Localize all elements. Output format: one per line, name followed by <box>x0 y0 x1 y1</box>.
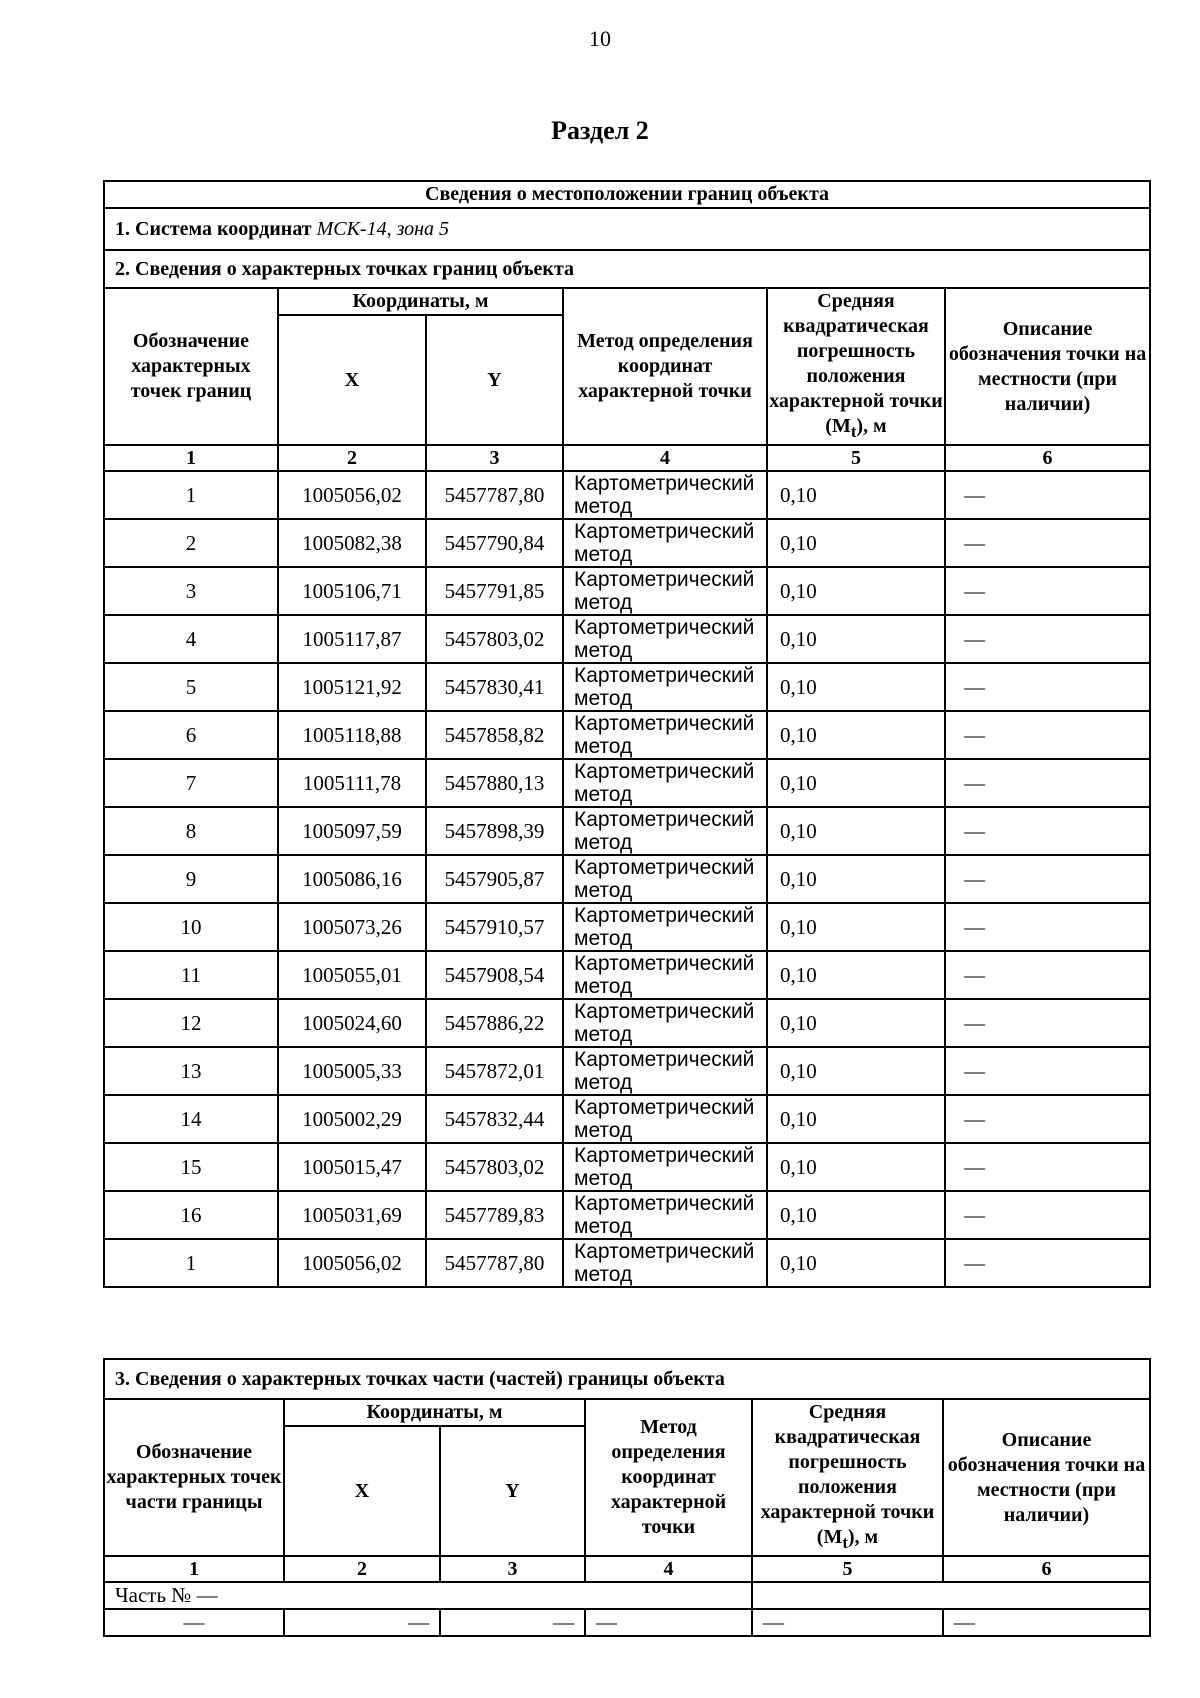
point-id-cell: 12 <box>104 999 278 1047</box>
coord-x-cell: 1005086,16 <box>278 855 426 903</box>
coord-x-cell: 1005002,29 <box>278 1095 426 1143</box>
description-cell: — <box>945 1095 1150 1143</box>
coord-y-cell: 5457803,02 <box>426 615 563 663</box>
part-col-number: 4 <box>585 1556 752 1582</box>
accuracy-cell: 0,10 <box>767 855 945 903</box>
method-cell: Картометрический метод <box>563 855 767 903</box>
method-cell: Картометрический метод <box>563 1047 767 1095</box>
description-cell: — <box>945 615 1150 663</box>
part-label: Часть № — <box>104 1582 752 1609</box>
part-header-x: X <box>284 1426 440 1556</box>
part-col-number: 6 <box>943 1556 1150 1582</box>
part-section-title: 3. Сведения о характерных точках части (частей) границы объекта <box>104 1359 1150 1399</box>
part-header-coords: Координаты, м <box>284 1399 585 1426</box>
table-row <box>104 1143 1150 1191</box>
part-empty-desc: — <box>943 1609 1150 1636</box>
header-accuracy-sub: t <box>850 422 857 441</box>
coord-x-cell: 1005082,38 <box>278 519 426 567</box>
col-number: 6 <box>945 445 1150 471</box>
table-row <box>104 999 1150 1047</box>
point-id-cell: 7 <box>104 759 278 807</box>
table-row <box>104 615 1150 663</box>
coord-x-cell: 1005055,01 <box>278 951 426 999</box>
description-cell: — <box>945 663 1150 711</box>
method-cell: Картометрический метод <box>563 807 767 855</box>
coord-y-cell: 5457910,57 <box>426 903 563 951</box>
method-cell: Картометрический метод <box>563 1143 767 1191</box>
coord-y-cell: 5457858,82 <box>426 711 563 759</box>
description-cell: — <box>945 1191 1150 1239</box>
description-cell: — <box>945 1047 1150 1095</box>
part-boundary-table <box>103 1358 1151 1637</box>
accuracy-cell: 0,10 <box>767 567 945 615</box>
description-cell: — <box>945 999 1150 1047</box>
header-accuracy <box>767 288 945 445</box>
coord-x-cell: 1005121,92 <box>278 663 426 711</box>
coord-y-cell: 5457790,84 <box>426 519 563 567</box>
table-row <box>104 711 1150 759</box>
accuracy-cell: 0,10 <box>767 807 945 855</box>
point-id-cell: 4 <box>104 615 278 663</box>
point-id-cell: 10 <box>104 903 278 951</box>
coord-x-cell: 1005024,60 <box>278 999 426 1047</box>
coord-x-cell: 1005031,69 <box>278 1191 426 1239</box>
coord-x-cell: 1005118,88 <box>278 711 426 759</box>
col-number: 4 <box>563 445 767 471</box>
coord-y-cell: 5457789,83 <box>426 1191 563 1239</box>
header-description: Описание обозначения точки на местности (при наличии) <box>945 288 1150 445</box>
method-cell: Картометрический метод <box>563 711 767 759</box>
table-title: Сведения о местоположении границ объекта <box>104 181 1150 208</box>
part-empty-method: — <box>585 1609 752 1636</box>
col-number: 2 <box>278 445 426 471</box>
point-id-cell: 3 <box>104 567 278 615</box>
part-header-accuracy-unit: ), м <box>847 1526 879 1548</box>
part-empty-accuracy: — <box>752 1609 943 1636</box>
accuracy-cell: 0,10 <box>767 471 945 519</box>
table-row <box>104 759 1150 807</box>
coord-y-cell: 5457787,80 <box>426 1239 563 1287</box>
table-row <box>104 903 1150 951</box>
part-empty-id: — <box>104 1609 284 1636</box>
coord-x-cell: 1005111,78 <box>278 759 426 807</box>
col-number: 3 <box>426 445 563 471</box>
point-id-cell: 2 <box>104 519 278 567</box>
method-cell: Картометрический метод <box>563 1191 767 1239</box>
method-cell: Картометрический метод <box>563 1239 767 1287</box>
part-label-empty <box>752 1582 1150 1609</box>
coord-y-cell: 5457791,85 <box>426 567 563 615</box>
table-row <box>104 519 1150 567</box>
description-cell: — <box>945 951 1150 999</box>
description-cell: — <box>945 1143 1150 1191</box>
point-id-cell: 15 <box>104 1143 278 1191</box>
method-cell: Картометрический метод <box>563 759 767 807</box>
description-cell: — <box>945 711 1150 759</box>
coord-y-cell: 5457803,02 <box>426 1143 563 1191</box>
points-section-title: 2. Сведения о характерных точках границ объекта <box>104 250 1150 288</box>
part-empty-y: — <box>440 1609 585 1636</box>
part-empty-x: — <box>284 1609 440 1636</box>
table-row <box>104 663 1150 711</box>
header-accuracy-unit: ), м <box>856 415 887 437</box>
accuracy-cell: 0,10 <box>767 951 945 999</box>
accuracy-cell: 0,10 <box>767 1143 945 1191</box>
accuracy-cell: 0,10 <box>767 663 945 711</box>
part-col-number: 2 <box>284 1556 440 1582</box>
coord-y-cell: 5457880,13 <box>426 759 563 807</box>
coord-x-cell: 1005117,87 <box>278 615 426 663</box>
col-number: 5 <box>767 445 945 471</box>
coord-y-cell: 5457872,01 <box>426 1047 563 1095</box>
description-cell: — <box>945 855 1150 903</box>
coord-y-cell: 5457886,22 <box>426 999 563 1047</box>
page-number: 10 <box>589 26 611 51</box>
accuracy-cell: 0,10 <box>767 1047 945 1095</box>
method-cell: Картометрический метод <box>563 471 767 519</box>
point-id-cell: 5 <box>104 663 278 711</box>
point-id-cell: 16 <box>104 1191 278 1239</box>
col-number: 1 <box>104 445 278 471</box>
point-id-cell: 6 <box>104 711 278 759</box>
point-id-cell: 1 <box>104 471 278 519</box>
part-header-description: Описание обозначения точки на местности (при наличии) <box>943 1399 1150 1556</box>
coord-x-cell: 1005073,26 <box>278 903 426 951</box>
method-cell: Картометрический метод <box>563 663 767 711</box>
method-cell: Картометрический метод <box>563 615 767 663</box>
accuracy-cell: 0,10 <box>767 903 945 951</box>
table-row <box>104 1095 1150 1143</box>
coord-y-cell: 5457908,54 <box>426 951 563 999</box>
coord-system-row <box>104 208 1150 250</box>
coord-y-cell: 5457905,87 <box>426 855 563 903</box>
description-cell: — <box>945 759 1150 807</box>
header-coords: Координаты, м <box>278 288 563 315</box>
method-cell: Картометрический метод <box>563 951 767 999</box>
method-cell: Картометрический метод <box>563 903 767 951</box>
table-row <box>104 1047 1150 1095</box>
coord-x-cell: 1005056,02 <box>278 471 426 519</box>
part-header-accuracy-text: Средняя квадратическая погрешность положения характерной точки (M <box>760 1401 935 1548</box>
coord-x-cell: 1005005,33 <box>278 1047 426 1095</box>
table-row <box>104 1239 1150 1287</box>
accuracy-cell: 0,10 <box>767 711 945 759</box>
coord-system-label: 1. Система координат <box>115 217 312 240</box>
coord-y-cell: 5457830,41 <box>426 663 563 711</box>
method-cell: Картометрический метод <box>563 567 767 615</box>
point-id-cell: 14 <box>104 1095 278 1143</box>
accuracy-cell: 0,10 <box>767 1239 945 1287</box>
point-id-cell: 9 <box>104 855 278 903</box>
header-y: Y <box>426 315 563 445</box>
accuracy-cell: 0,10 <box>767 999 945 1047</box>
point-id-cell: 1 <box>104 1239 278 1287</box>
table-row <box>104 951 1150 999</box>
coord-y-cell: 5457832,44 <box>426 1095 563 1143</box>
point-id-cell: 8 <box>104 807 278 855</box>
part-header-accuracy-sub: t <box>842 1533 848 1552</box>
part-header-y: Y <box>440 1426 585 1556</box>
section-title: Раздел 2 <box>551 116 649 145</box>
accuracy-cell: 0,10 <box>767 759 945 807</box>
part-col-number: 3 <box>440 1556 585 1582</box>
description-cell: — <box>945 1239 1150 1287</box>
accuracy-cell: 0,10 <box>767 1095 945 1143</box>
coord-y-cell: 5457898,39 <box>426 807 563 855</box>
coord-x-cell: 1005015,47 <box>278 1143 426 1191</box>
accuracy-cell: 0,10 <box>767 615 945 663</box>
header-point-id: Обозначение характерных точек границ <box>104 288 278 445</box>
point-id-cell: 11 <box>104 951 278 999</box>
description-cell: — <box>945 567 1150 615</box>
table-row <box>104 471 1150 519</box>
part-header-method: Метод определения координат характерной точки <box>585 1399 752 1556</box>
part-header-point-id: Обозначение характерных точек части границы <box>104 1399 284 1556</box>
table-row <box>104 567 1150 615</box>
method-cell: Картометрический метод <box>563 519 767 567</box>
method-cell: Картометрический метод <box>563 999 767 1047</box>
table-row <box>104 1191 1150 1239</box>
description-cell: — <box>945 807 1150 855</box>
coord-y-cell: 5457787,80 <box>426 471 563 519</box>
table-row <box>104 855 1150 903</box>
part-col-number: 5 <box>752 1556 943 1582</box>
coord-x-cell: 1005097,59 <box>278 807 426 855</box>
point-id-cell: 13 <box>104 1047 278 1095</box>
description-cell: — <box>945 471 1150 519</box>
part-header-accuracy <box>752 1399 943 1556</box>
description-cell: — <box>945 903 1150 951</box>
description-cell: — <box>945 519 1150 567</box>
header-method: Метод определения координат характерной точки <box>563 288 767 445</box>
table-row <box>104 807 1150 855</box>
coord-x-cell: 1005106,71 <box>278 567 426 615</box>
coord-x-cell: 1005056,02 <box>278 1239 426 1287</box>
header-accuracy-text: Средняя квадратическая погрешность положения характерной точки (M <box>769 290 943 437</box>
accuracy-cell: 0,10 <box>767 519 945 567</box>
coord-system-value: МСК-14, зона 5 <box>316 217 450 240</box>
header-x: X <box>278 315 426 445</box>
part-col-number: 1 <box>104 1556 284 1582</box>
method-cell: Картометрический метод <box>563 1095 767 1143</box>
accuracy-cell: 0,10 <box>767 1191 945 1239</box>
boundary-table <box>103 180 1151 1288</box>
